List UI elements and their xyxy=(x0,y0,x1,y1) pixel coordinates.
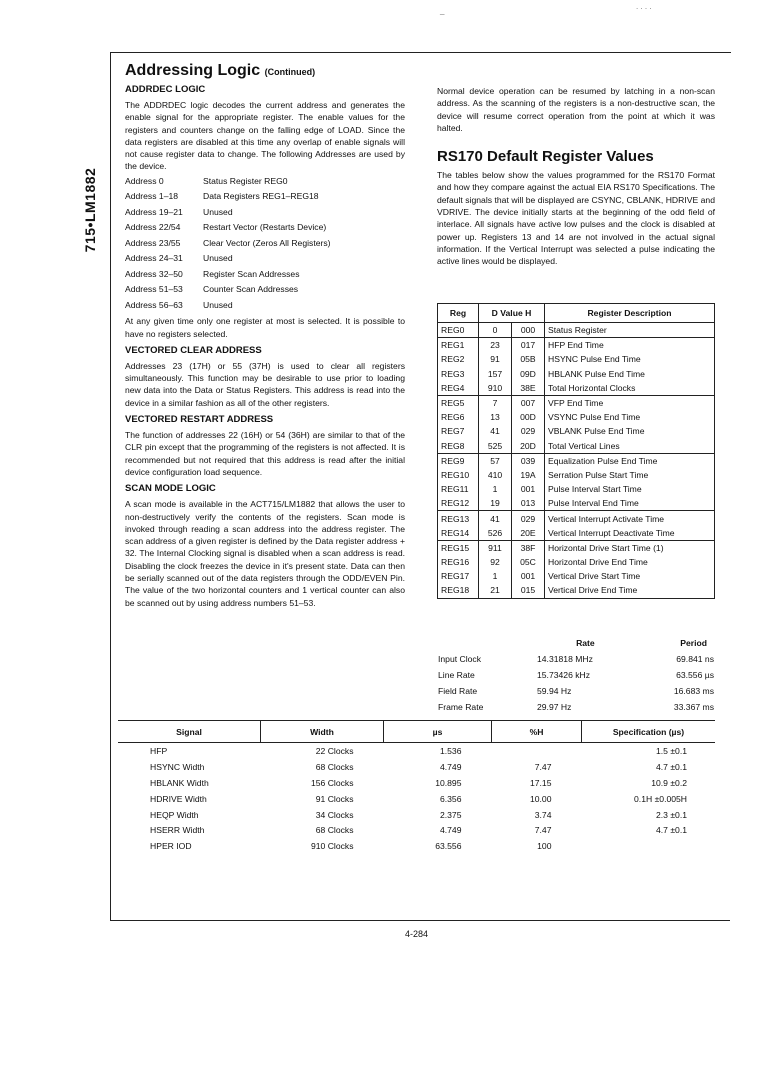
reg-decimal: 92 xyxy=(479,555,512,569)
reg-name: REG6 xyxy=(438,410,479,424)
signal-percent xyxy=(492,743,582,759)
rate-value: 15.73426 kHz xyxy=(537,670,591,680)
address-value: Address 19–21 xyxy=(125,206,183,217)
reg-hex: 000 xyxy=(512,323,545,338)
reg-decimal: 526 xyxy=(479,526,512,541)
address-list xyxy=(125,174,405,314)
rate-value: 29.97 Hz xyxy=(537,702,572,712)
signal-name: HSERR Width xyxy=(150,825,205,836)
signal-spec xyxy=(582,838,716,854)
reg-description: Horizontal Drive Start Time (1) xyxy=(545,540,715,555)
address-row xyxy=(125,205,405,221)
table-row xyxy=(118,759,715,775)
reg-decimal: 157 xyxy=(479,367,512,381)
intro-text: Normal device operation can be resumed by latching in a non-scan address. As the scanning of the registers is a non-destructive scan, the device will resume correct operation from the point at which it was halted. xyxy=(437,86,715,133)
reg-name: REG11 xyxy=(438,482,479,496)
clear-title: VECTORED CLEAR ADDRESS xyxy=(125,344,262,356)
reg-name: REG7 xyxy=(438,424,479,438)
reg-decimal: 19 xyxy=(479,496,512,511)
reg-name: REG13 xyxy=(438,511,479,526)
signal-name: HPER IOD xyxy=(150,841,192,852)
reg-hex: 029 xyxy=(512,424,545,438)
column-header: µs xyxy=(384,721,492,743)
signal-spec: 1.5 ±0.1 xyxy=(656,745,687,756)
address-value: Address 23/55 xyxy=(125,237,181,248)
reg-decimal: 57 xyxy=(479,453,512,468)
reg-name: REG15 xyxy=(438,540,479,555)
column-header: %H xyxy=(492,721,582,743)
reg-description: Horizontal Drive End Time xyxy=(545,555,715,569)
rate-value: 14.31818 MHz xyxy=(537,654,593,664)
address-value: Address 56–63 xyxy=(125,299,183,310)
address-value: Address 1–18 xyxy=(125,191,179,202)
reg-name: REG3 xyxy=(438,367,479,381)
reg-name: REG2 xyxy=(438,352,479,366)
reg-decimal: 21 xyxy=(479,583,512,598)
table-row xyxy=(438,526,715,541)
scan-text: A scan mode is available in the ACT715/LM1882 that allows the user to non-destructively verify the contents of the registers. Scan mode is invoked through reading a scan address into the address register. The scan address of a given register is defined by the Data register address + 32. The Internal Clocking signal is disabled when a scan address is read. Disabling the clock freezes the device in it's present state. Data can then be serially scanned out of the data registers through the ODD/EVEN Pin. The value of the two horizontal counters and 1 vertical counter can also be scanned out by using address numbers 51–53. xyxy=(125,499,405,608)
register-table xyxy=(437,303,715,599)
reg-name: REG10 xyxy=(438,468,479,482)
reg-name: REG14 xyxy=(438,526,479,541)
signal-percent: 17.15 xyxy=(529,777,552,788)
reg-hex: 039 xyxy=(512,453,545,468)
signal-width: 156 Clocks xyxy=(310,777,354,788)
page-number: 4-284 xyxy=(405,929,429,939)
reg-hex: 007 xyxy=(512,395,545,410)
reg-description: VBLANK Pulse End Time xyxy=(545,424,715,438)
signal-percent: 10.00 xyxy=(529,793,552,804)
address-description: Data Registers REG1–REG18 xyxy=(203,191,319,202)
table-row xyxy=(437,667,715,683)
reg-hex: 19A xyxy=(512,468,545,482)
signal-us: 4.749 xyxy=(439,761,462,772)
signal-name: HSYNC Width xyxy=(150,761,205,772)
signal-name: HEQP Width xyxy=(150,809,199,820)
reg-description: Equalization Pulse End Time xyxy=(545,453,715,468)
reg-name: REG18 xyxy=(438,583,479,598)
signal-width: 91 Clocks xyxy=(315,793,354,804)
reg-description: HFP End Time xyxy=(545,338,715,353)
reg-decimal: 525 xyxy=(479,439,512,454)
table-row xyxy=(437,651,715,667)
table-row xyxy=(438,540,715,555)
column-header: Period xyxy=(680,637,707,648)
rs170-text: The tables below show the values programmed for the RS170 Format and how they compare against the actual EIA RS170 Specifications. The default signals that will be displayed are CSYNC, CBLANK, HDRIVE and VDRIVE. The device initially starts at the beginning of the odd field of interlace. All signals have active low pulses and the clock is disabled at power up. Registers 13 and 14 are not involved in the actual signal information. If the Vertical Interrupt was selected a pulse indicating the active lines would be displayed. xyxy=(437,170,715,267)
signal-width: 68 Clocks xyxy=(315,761,354,772)
signal-spec: 4.7 ±0.1 xyxy=(656,761,687,772)
signal-us: 2.375 xyxy=(439,809,462,820)
table-row xyxy=(438,323,715,338)
address-value: Address 22/54 xyxy=(125,222,181,233)
address-description: Unused xyxy=(203,253,233,264)
address-row xyxy=(125,220,405,236)
reg-description: Pulse Interval End Time xyxy=(545,496,715,511)
reg-decimal: 410 xyxy=(479,468,512,482)
address-description: Unused xyxy=(203,299,233,310)
reg-decimal: 1 xyxy=(479,569,512,583)
address-description: Register Scan Addresses xyxy=(203,268,300,279)
reg-name: REG1 xyxy=(438,338,479,353)
signal-percent: 7.47 xyxy=(534,825,552,836)
column-header: Reg xyxy=(438,304,479,323)
signal-spec: 2.3 ±0.1 xyxy=(656,809,687,820)
period-value: 69.841 ns xyxy=(676,654,714,664)
reg-description: Vertical Interrupt Activate Time xyxy=(545,511,715,526)
table-row xyxy=(118,743,715,759)
rate-table xyxy=(437,634,715,715)
reg-name: REG12 xyxy=(438,496,479,511)
reg-description: Total Horizontal Clocks xyxy=(545,381,715,396)
column-header: Register Description xyxy=(545,304,715,323)
address-row xyxy=(125,282,405,298)
rate-label: Input Clock xyxy=(438,654,481,664)
reg-hex: 013 xyxy=(512,496,545,511)
table-row xyxy=(438,410,715,424)
signal-us: 4.749 xyxy=(439,825,462,836)
reg-description: Status Register xyxy=(545,323,715,338)
restart-text: The function of addresses 22 (16H) or 54 (36H) are similar to that of the CLR pin except that the programming of the registers is not affected. It is recommended but not required that this address is read after the initial device configuration load sequence. xyxy=(125,430,405,477)
signal-spec: 4.7 ±0.1 xyxy=(656,825,687,836)
address-description: Restart Vector (Restarts Device) xyxy=(203,222,327,233)
reg-decimal: 1 xyxy=(479,482,512,496)
reg-hex: 38F xyxy=(512,540,545,555)
table-row xyxy=(438,453,715,468)
address-value: Address 0 xyxy=(125,175,164,186)
scan-mark: . . . . xyxy=(636,2,652,11)
table-row xyxy=(438,555,715,569)
signal-us: 1.536 xyxy=(439,745,462,756)
reg-description: VSYNC Pulse End Time xyxy=(545,410,715,424)
section-heading: Addressing Logic (Continued) xyxy=(125,62,316,79)
table-row xyxy=(438,381,715,396)
rate-label: Frame Rate xyxy=(438,702,484,712)
signal-spec: 10.9 ±0.2 xyxy=(651,777,687,788)
reg-hex: 017 xyxy=(512,338,545,353)
reg-description: Vertical Drive End Time xyxy=(545,583,715,598)
reg-decimal: 41 xyxy=(479,511,512,526)
signal-us: 6.356 xyxy=(439,793,462,804)
addrdec-title: ADDRDEC LOGIC xyxy=(125,84,206,95)
address-description: Clear Vector (Zeros All Registers) xyxy=(203,237,331,248)
rate-label: Line Rate xyxy=(438,670,475,680)
reg-hex: 20E xyxy=(512,526,545,541)
signal-us: 63.556 xyxy=(435,841,462,852)
side-title: 715•LM1882 xyxy=(82,167,98,253)
column-header: Rate xyxy=(576,637,595,648)
column-header: Specification (µs) xyxy=(582,721,716,743)
address-note: At any given time only one register at most is selected. It is possible to have no registers selected. xyxy=(125,316,405,339)
table-row xyxy=(437,683,715,699)
reg-description: Vertical Drive Start Time xyxy=(545,569,715,583)
table-row xyxy=(118,775,715,791)
table-row xyxy=(438,352,715,366)
period-value: 63.556 µs xyxy=(676,670,714,680)
table-row xyxy=(438,395,715,410)
reg-decimal: 911 xyxy=(479,540,512,555)
reg-name: REG0 xyxy=(438,323,479,338)
address-row xyxy=(125,174,405,190)
addrdec-text: The ADDRDEC logic decodes the current address and generates the enable signal for the appropriate register. The enable values for the registers and counters change on the falling edge of LOAD. Since the data registers are disabled at this time any overlap of enable signals will not cause register data to change. The following Addresses are used by the device. xyxy=(125,100,405,172)
table-row xyxy=(118,838,715,854)
column-header: Signal xyxy=(118,721,261,743)
reg-decimal: 13 xyxy=(479,410,512,424)
column-header: Width xyxy=(261,721,384,743)
signal-name: HBLANK Width xyxy=(150,777,209,788)
clear-text: Addresses 23 (17H) or 55 (37H) is used to clear all registers simultaneously. This function may be desirable to use prior to loading new data into the Data or Status Registers. This address is read into the device in a similar fashion as all of the other registers. xyxy=(125,360,405,408)
reg-hex: 05C xyxy=(512,555,545,569)
table-row xyxy=(118,791,715,807)
reg-hex: 20D xyxy=(512,439,545,454)
period-value: 16.683 ms xyxy=(673,686,714,696)
reg-name: REG9 xyxy=(438,453,479,468)
scan-mark: _ xyxy=(440,6,445,15)
reg-hex: 05B xyxy=(512,352,545,366)
reg-description: HBLANK Pulse End Time xyxy=(545,367,715,381)
signal-name: HFP xyxy=(150,745,168,756)
address-description: Counter Scan Addresses xyxy=(203,284,299,295)
signal-name: HDRIVE Width xyxy=(150,793,207,804)
reg-description: Total Vertical Lines xyxy=(545,439,715,454)
table-row xyxy=(438,511,715,526)
reg-name: REG8 xyxy=(438,439,479,454)
period-value: 33.367 ms xyxy=(673,702,714,712)
address-value: Address 24–31 xyxy=(125,253,183,264)
signal-percent: 100 xyxy=(537,841,552,852)
scan-title: SCAN MODE LOGIC xyxy=(125,483,216,495)
reg-hex: 001 xyxy=(512,569,545,583)
table-row xyxy=(438,468,715,482)
column-header: D Value H xyxy=(479,304,545,323)
table-row xyxy=(438,482,715,496)
reg-description: VFP End Time xyxy=(545,395,715,410)
table-row xyxy=(118,822,715,838)
frame-divider xyxy=(110,920,730,921)
address-row xyxy=(125,189,405,205)
reg-name: REG16 xyxy=(438,555,479,569)
restart-title: VECTORED RESTART ADDRESS xyxy=(125,414,274,426)
address-row xyxy=(125,267,405,283)
signal-width: 34 Clocks xyxy=(315,809,354,820)
reg-name: REG5 xyxy=(438,395,479,410)
reg-name: REG4 xyxy=(438,381,479,396)
address-description: Status Register REG0 xyxy=(203,175,288,186)
table-row xyxy=(118,807,715,823)
rate-label: Field Rate xyxy=(438,686,478,696)
table-row xyxy=(438,583,715,598)
table-row xyxy=(438,439,715,454)
signal-width: 22 Clocks xyxy=(315,745,354,756)
reg-decimal: 91 xyxy=(479,352,512,366)
table-row xyxy=(438,569,715,583)
address-value: Address 51–53 xyxy=(125,284,183,295)
reg-decimal: 41 xyxy=(479,424,512,438)
reg-decimal: 7 xyxy=(479,395,512,410)
rate-value: 59.94 Hz xyxy=(537,686,572,696)
signal-table xyxy=(118,720,715,854)
table-row xyxy=(438,424,715,438)
reg-description: Serration Pulse Start Time xyxy=(545,468,715,482)
address-row xyxy=(125,298,405,314)
rs170-title: RS170 Default Register Values xyxy=(437,148,654,166)
address-value: Address 32–50 xyxy=(125,268,183,279)
reg-hex: 029 xyxy=(512,511,545,526)
address-description: Unused xyxy=(203,206,233,217)
right-column xyxy=(437,85,715,268)
reg-hex: 09D xyxy=(512,367,545,381)
signal-percent: 7.47 xyxy=(534,761,552,772)
table-row xyxy=(437,699,715,715)
signal-spec: 0.1H ±0.005H xyxy=(634,793,687,804)
reg-hex: 015 xyxy=(512,583,545,598)
reg-description: Vertical Interrupt Deactivate Time xyxy=(545,526,715,541)
signal-width: 68 Clocks xyxy=(315,825,354,836)
address-row xyxy=(125,251,405,267)
table-row xyxy=(438,367,715,381)
signal-width: 910 Clocks xyxy=(310,841,354,852)
signal-us: 10.895 xyxy=(435,777,462,788)
reg-decimal: 23 xyxy=(479,338,512,353)
table-row xyxy=(438,496,715,511)
reg-hex: 00D xyxy=(512,410,545,424)
signal-percent: 3.74 xyxy=(534,809,552,820)
reg-decimal: 0 xyxy=(479,323,512,338)
address-row xyxy=(125,236,405,252)
reg-decimal: 910 xyxy=(479,381,512,396)
table-row xyxy=(438,338,715,353)
left-column xyxy=(125,62,405,609)
reg-hex: 001 xyxy=(512,482,545,496)
column-header xyxy=(437,634,529,651)
reg-description: Pulse Interval Start Time xyxy=(545,482,715,496)
reg-name: REG17 xyxy=(438,569,479,583)
reg-hex: 38E xyxy=(512,381,545,396)
reg-description: HSYNC Pulse End Time xyxy=(545,352,715,366)
